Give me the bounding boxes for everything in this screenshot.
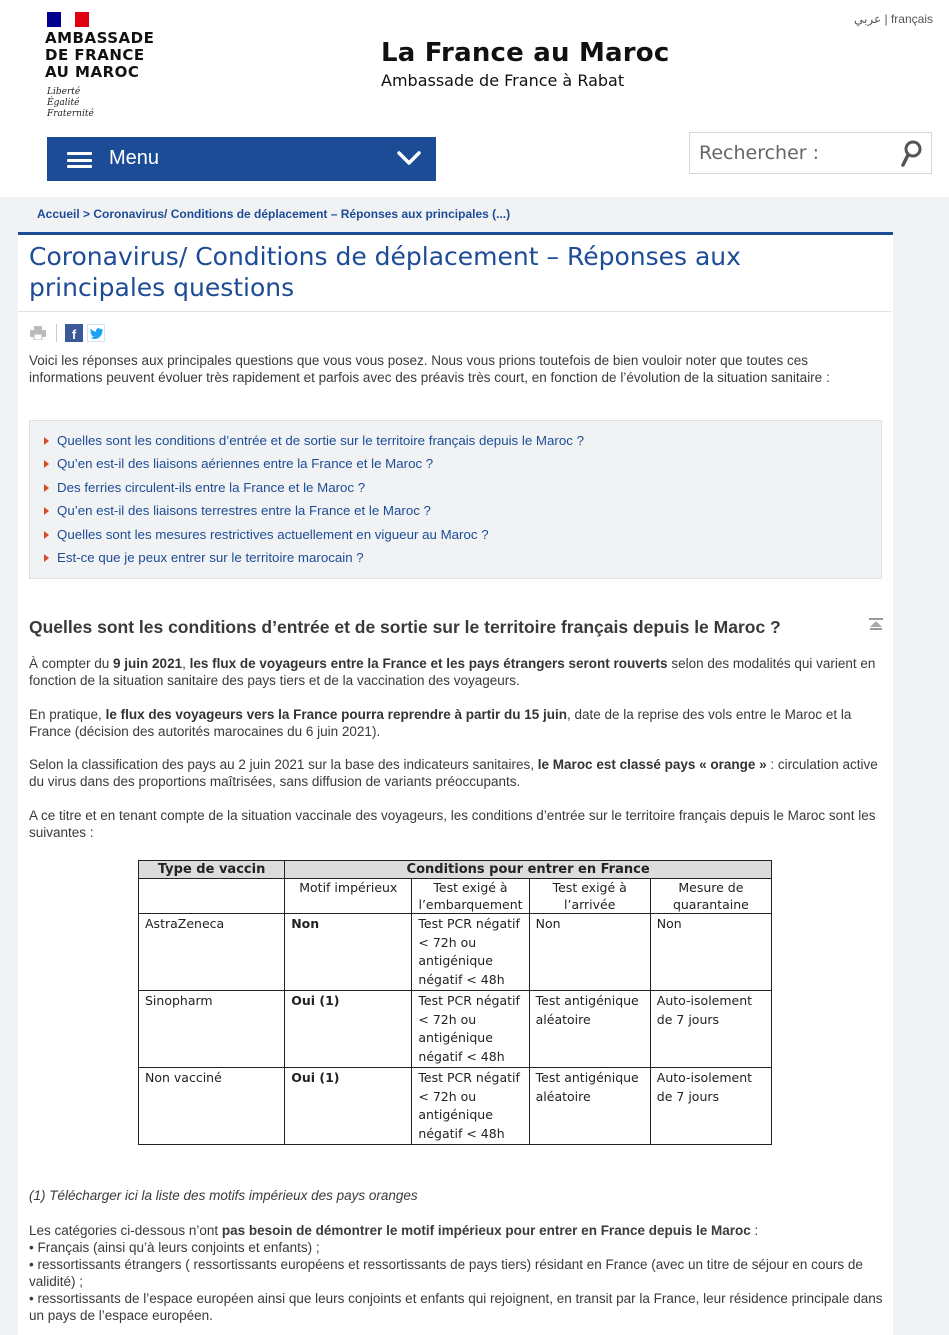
table-row: [139, 914, 772, 991]
categories-intro: [29, 1222, 884, 1239]
table-cell: Test antigénique aléatoire: [529, 1068, 650, 1145]
text-span: :: [750, 1223, 759, 1238]
hamburger-icon: [67, 152, 92, 168]
table-cell: Non vacciné: [139, 1068, 285, 1145]
site-title[interactable]: La France au Maroc: [381, 38, 670, 68]
facebook-icon[interactable]: f: [65, 324, 83, 342]
text-span: En pratique,: [29, 707, 106, 722]
toc-item[interactable]: Qu’en est-il des liaisons terrestres entre la France et le Maroc ?: [44, 503, 584, 526]
toc-item[interactable]: Quelles sont les mesures restrictives actuellement en vigueur au Maroc ?: [44, 527, 584, 550]
divider: [18, 311, 891, 312]
text-span: selon des modalités qui varient en fonction de la situation sanitaire des pays tiers et de la vaccination des voyageurs.: [29, 656, 876, 688]
list-item: • Français (ainsi qu’à leurs conjoints et enfants) ;: [29, 1240, 320, 1255]
republic-motto: [47, 87, 94, 120]
article-panel: [18, 232, 893, 1335]
table-header: Motif impérieux: [285, 879, 412, 914]
motto-line: Liberté: [47, 87, 81, 97]
bold-text: le Maroc est classé pays « orange »: [537, 757, 767, 772]
table-cell: Non: [285, 914, 412, 991]
search-input[interactable]: [699, 139, 889, 167]
logo-line: AMBASSADE: [45, 29, 155, 47]
lang-separator: |: [881, 12, 891, 26]
table-header: Mesure de quarantaine: [650, 879, 771, 914]
table-cell: Oui (1): [285, 991, 412, 1068]
table-cell: Test PCR négatif < 72h ou antigénique négatif < 48h: [412, 991, 529, 1068]
embassy-logo-text[interactable]: [45, 30, 154, 81]
chevron-down-icon: [396, 149, 422, 167]
language-switcher: [854, 12, 933, 26]
paragraph-practice: [29, 706, 879, 740]
lang-arabic-link[interactable]: عربي: [854, 12, 882, 26]
page-title: Coronavirus/ Conditions de déplacement – Réponses aux principales questions: [29, 242, 741, 302]
download-note-link[interactable]: (1) Télécharger ici la liste des motifs impérieux des pays oranges: [29, 1188, 418, 1203]
list-item: • ressortissants de l’espace européen ainsi que leurs conjoints et enfants qui rejoignent, en transit par la France, leur résidence principale dans un pays de l’espace européen.: [29, 1291, 883, 1323]
vaccine-conditions-table: [138, 860, 772, 1145]
table-cell: Non: [529, 914, 650, 991]
lang-french-link[interactable]: français: [890, 12, 933, 26]
search-icon[interactable]: [900, 140, 922, 168]
print-icon[interactable]: [30, 326, 46, 340]
logo-line: DE FRANCE: [45, 46, 145, 64]
table-cell: Oui (1): [285, 1068, 412, 1145]
text-span: Selon la classification des pays au 2 juin 2021 sur la base des indicateurs sanitaires,: [29, 757, 538, 772]
site-header: [0, 0, 949, 197]
french-flag-logo[interactable]: [47, 12, 89, 27]
motto-line: Égalité: [47, 98, 80, 108]
table-row: [139, 991, 772, 1068]
table-cell: Test antigénique aléatoire: [529, 991, 650, 1068]
text-span: : circulation active du virus dans des proportions maîtrisées, sans diffusion de variants préoccupants.: [29, 757, 878, 789]
table-of-contents: [29, 420, 882, 579]
bold-text: le flux des voyageurs vers la France pourra reprendre à partir du 15 juin: [105, 707, 567, 722]
bold-date: 9 juin 2021: [113, 656, 183, 671]
intro-paragraph: Voici les réponses aux principales questions que vous vous posez. Nous vous prions toutefois de bien vouloir noter que toutes ces informations peuvent évoluer très rapidement et parfois avec des préavis très court, en fonction de l’évolution de la situation sanitaire :: [29, 353, 830, 385]
table-cell: Test PCR négatif < 72h ou antigénique négatif < 48h: [412, 914, 529, 991]
breadcrumb-current-link[interactable]: Coronavirus/ Conditions de déplacement – Réponses aux principales (...): [93, 207, 511, 221]
table-header: Test exigé à l’embarquement: [412, 879, 529, 914]
twitter-icon[interactable]: [87, 324, 105, 342]
paragraph-conditions: A ce titre et en tenant compte de la situation vaccinale des voyageurs, les conditions d’entrée sur le territoire français depuis le Maroc sont les suivantes :: [29, 808, 876, 840]
motto-line: Fraternité: [47, 109, 94, 119]
table-cell: Sinopharm: [139, 991, 285, 1068]
breadcrumb-separator: >: [79, 207, 94, 221]
toc-item[interactable]: Des ferries circulent-ils entre la France et le Maroc ?: [44, 480, 584, 503]
search-box: [689, 132, 932, 174]
text-span: ,: [182, 656, 190, 671]
main-menu-button[interactable]: [47, 137, 436, 181]
toc-item[interactable]: Qu’en est-il des liaisons aériennes entre la France et le Maroc ?: [44, 456, 584, 479]
share-separator: [56, 324, 57, 342]
paragraph-classification: [29, 756, 879, 790]
table-cell: AstraZeneca: [139, 914, 285, 991]
bold-text: les flux de voyageurs entre la France et les pays étrangers seront rouverts: [189, 656, 668, 671]
paragraph-reopening: [29, 655, 879, 689]
table-cell: Non: [650, 914, 771, 991]
table-header: Test exigé à l’arrivée: [529, 879, 650, 914]
breadcrumb: [37, 207, 510, 221]
table-cell: Auto-isolement de 7 jours: [650, 991, 771, 1068]
table-cell: Test PCR négatif < 72h ou antigénique négatif < 48h: [412, 1068, 529, 1145]
list-item: • ressortissants étrangers ( ressortissants européens et ressortissants de pays tiers) résidant en France (avec un titre de séjour en cours de validité) ;: [29, 1257, 863, 1289]
logo-line: AU MAROC: [45, 63, 140, 81]
table-header: Type de vaccin: [139, 861, 285, 879]
exempt-categories: [29, 1222, 884, 1324]
toc-item[interactable]: Est-ce que je peux entrer sur le territoire marocain ?: [44, 550, 584, 573]
breadcrumb-home-link[interactable]: Accueil: [37, 207, 80, 221]
table-header: [139, 879, 285, 914]
table-cell: Auto-isolement de 7 jours: [650, 1068, 771, 1145]
menu-label: Menu: [109, 147, 160, 169]
text-span: Les catégories ci-dessous n’ont: [29, 1223, 222, 1238]
toc-item[interactable]: Quelles sont les conditions d’entrée et de sortie sur le territoire français depuis le Maroc ?: [44, 433, 584, 456]
section-title: Quelles sont les conditions d’entrée et de sortie sur le territoire français depuis le Maroc ?: [29, 617, 781, 637]
table-header: Conditions pour entrer en France: [285, 861, 772, 879]
share-bar: [30, 322, 105, 344]
bold-text: pas besoin de démontrer le motif impérieux pour entrer en France depuis le Maroc: [221, 1223, 751, 1238]
back-to-top-icon[interactable]: [869, 618, 883, 630]
table-row: [139, 1068, 772, 1145]
site-subtitle: Ambassade de France à Rabat: [381, 71, 625, 90]
text-span: À compter du: [29, 656, 114, 671]
text-span: , date de la reprise des vols entre le Maroc et la France (décision des autorités marocaines du 6 juin 2021).: [29, 707, 852, 739]
